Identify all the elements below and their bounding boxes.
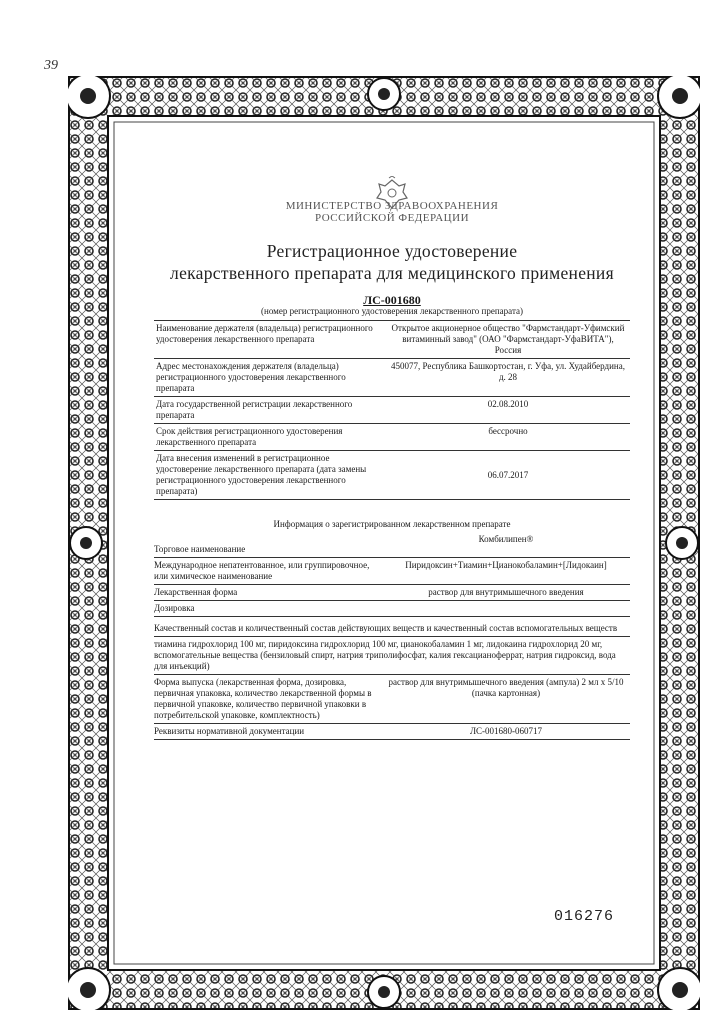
release-form-row [154,675,630,724]
drug-info [154,532,630,740]
amendment-date-value: 06.07.2017 [386,451,630,500]
normative-doc-label: Реквизиты нормативной документации [154,726,305,736]
holder-name-value: Открытое акционерное общество "Фармстандарт-Уфимский витаминный завод" (ОАО "Фармстандарт-УфаВИТА"), Россия [386,321,630,359]
holder-address-label: Адрес местонахождения держателя (владельца) регистрационного удостоверения лекарственного препарата [154,359,386,397]
ministry-line-2: РОССИЙСКОЙ ФЕДЕРАЦИИ [314,212,470,224]
holder-address-value: 450077, Республика Башкортостан, г. Уфа, ул. Худайбердина, д. 28 [386,359,630,397]
dosage-form-row [154,585,630,601]
table-row [154,321,630,359]
validity-value: бессрочно [386,424,630,451]
amendment-date-label: Дата внесения изменений в регистрационное удостоверение лекарственного препарата (дата замены регистрационного удостоверения лекарственного препарата) [154,451,386,500]
table-row [154,451,630,500]
inn-value: Пиридоксин+Тиамин+Цианокобаламин+[Лидокаин] [405,560,607,570]
inn-row [154,558,630,585]
registration-date-label: Дата государственной регистрации лекарственного препарата [154,397,386,424]
title-line-2: лекарственного препарата для медицинского применения [170,263,614,283]
holder-name-label: Наименование держателя (владельца) регистрационного удостоверения лекарственного препарата [154,321,386,359]
trade-name-row [154,532,630,558]
holder-info-table [154,320,630,500]
validity-label: Срок действия регистрационного удостоверения лекарственного препарата [154,424,386,451]
composition-value: тиамина гидрохлорид 100 мг, пиридоксина гидрохлорид 100 мг, цианокобаламин 1 мг, лидокаина гидрохлорид 20 мг, вспомогательные вещества (бензиловый спирт, натрия триполифосфат, калия гексацианоферрат, натрия гидроксид, вода для инъекций) [154,637,630,675]
trade-name-label: Торговое наименование [154,544,246,554]
handwritten-page-number: 39 [44,58,58,73]
release-form-value: раствор для внутримышечного введения (ампула) 2 мл x 5/10 (пачка картонная) [388,677,624,698]
normative-doc-value: ЛС-001680-060717 [469,726,543,736]
section-title: Информация о зарегистрированном лекарственном препарате [273,519,511,529]
dosage-form-value: раствор для внутримышечного введения [428,587,584,597]
registration-number: ЛС-001680 [363,293,421,307]
ministry-heading [150,200,634,224]
dosage-row [154,601,630,617]
dosage-value [382,603,630,614]
title-line-1: Регистрационное удостоверение [266,241,518,261]
table-row [154,359,630,397]
dosage-form-label: Лекарственная форма [154,587,238,597]
composition-label: Качественный состав и количественный состав действующих веществ и качественный состав вспомогательных веществ [154,617,630,637]
inn-label: Международное непатентованное, или группировочное, или химическое наименование [154,560,370,581]
document-title [150,240,634,284]
dosage-label: Дозировка [154,603,195,613]
table-row [154,424,630,451]
ministry-line-1: МИНИСТЕРСТВО ЗДРАВООХРАНЕНИЯ [285,200,499,212]
normative-doc-row [154,724,630,740]
trade-name-value: Комбилипен® [478,534,534,544]
registration-date-value: 02.08.2010 [386,397,630,424]
form-serial-number: 016276 [554,908,615,925]
table-row [154,397,630,424]
registration-number-caption: (номер регистрационного удостоверения лекарственного препарата) [261,306,523,316]
release-form-label: Форма выпуска (лекарственная форма, дозировка, первичная упаковка, количество лекарственной формы в первичной упаковке, количество первичной упаковки в потребительской упаковке, комплектность) [154,677,372,720]
